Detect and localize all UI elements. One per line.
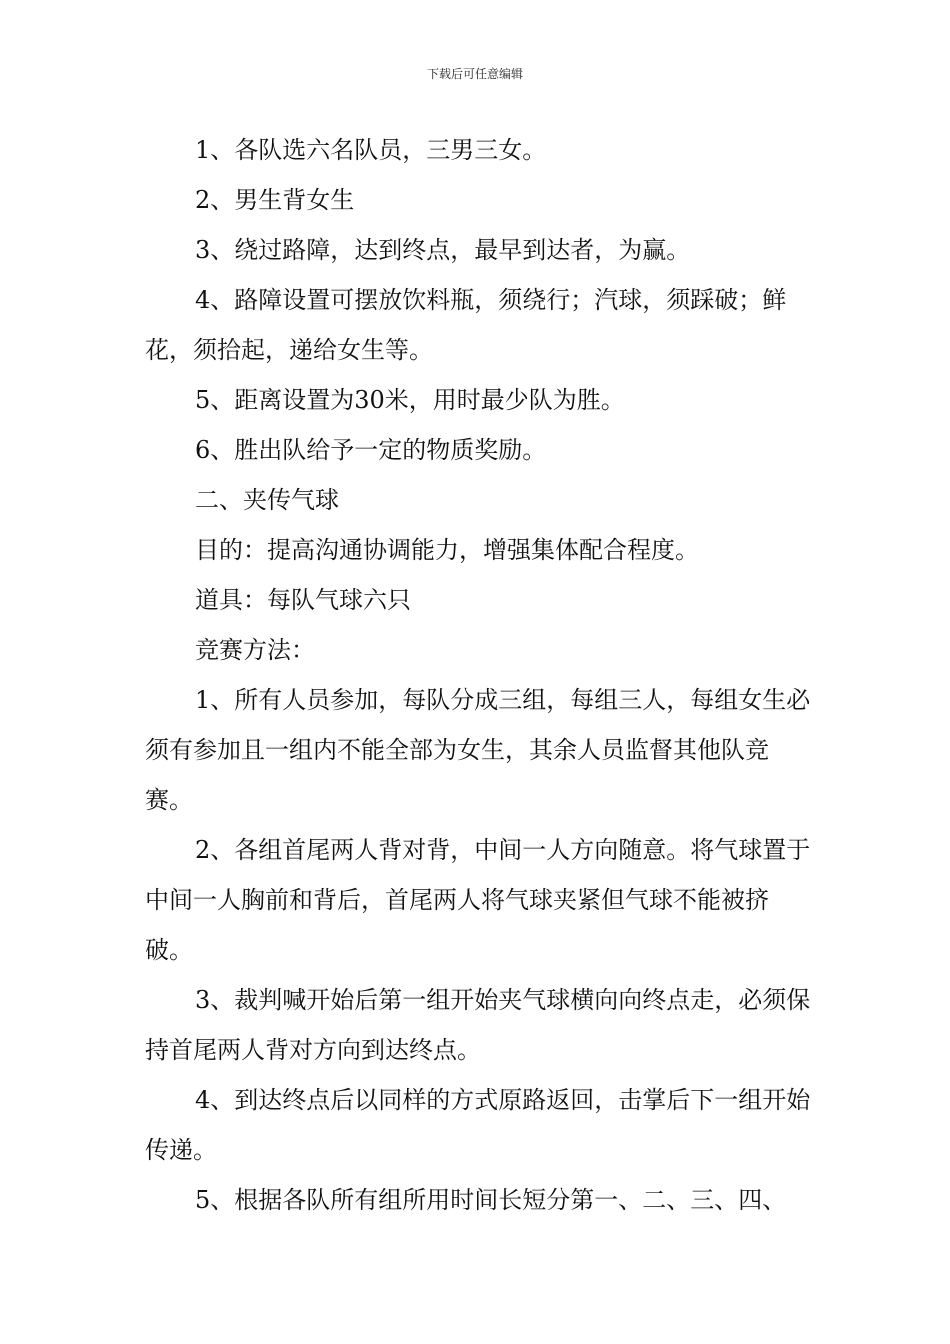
document-body [145,125,811,1225]
paragraph: 2、男生背女生 [195,186,355,214]
paragraph: 5、根据各队所有组所用时间长短分第一、二、三、四、 [195,1186,787,1214]
paragraph: 1、所有人员参加，每队分成三组，每组三人，每组女生必须有参加且一组内不能全部为女生，其余人员监督其他队竞赛。 [145,686,811,814]
paragraph: 2、各组首尾两人背对背，中间一人方向随意。将气球置于中间一人胸前和背后，首尾两人将气球夹紧但气球不能被挤破。 [145,836,811,964]
paragraph: 1、各队选六名队员，三男三女。 [195,136,547,164]
paragraph: 6、胜出队给予一定的物质奖励。 [195,436,547,464]
paragraph: 3、绕过路障，达到终点，最早到达者，为赢。 [195,236,691,264]
section-heading: 二、夹传气球 [195,486,339,514]
paragraph: 5、距离设置为30米，用时最少队为胜。 [195,386,625,414]
page-header-note: 下载后可任意编辑 [426,67,523,81]
paragraph: 3、裁判喊开始后第一组开始夹气球横向向终点走，必须保持首尾两人背对方向到达终点。 [145,986,811,1064]
paragraph: 道具：每队气球六只 [195,586,411,614]
paragraph: 4、路障设置可摆放饮料瓶，须绕行；汽球，须踩破；鲜花，须拾起，递给女生等。 [145,286,787,364]
paragraph: 竞赛方法： [195,636,315,664]
paragraph: 4、到达终点后以同样的方式原路返回，击掌后下一组开始传递。 [145,1086,811,1164]
paragraph: 目的：提高沟通协调能力，增强集体配合程度。 [195,536,699,564]
